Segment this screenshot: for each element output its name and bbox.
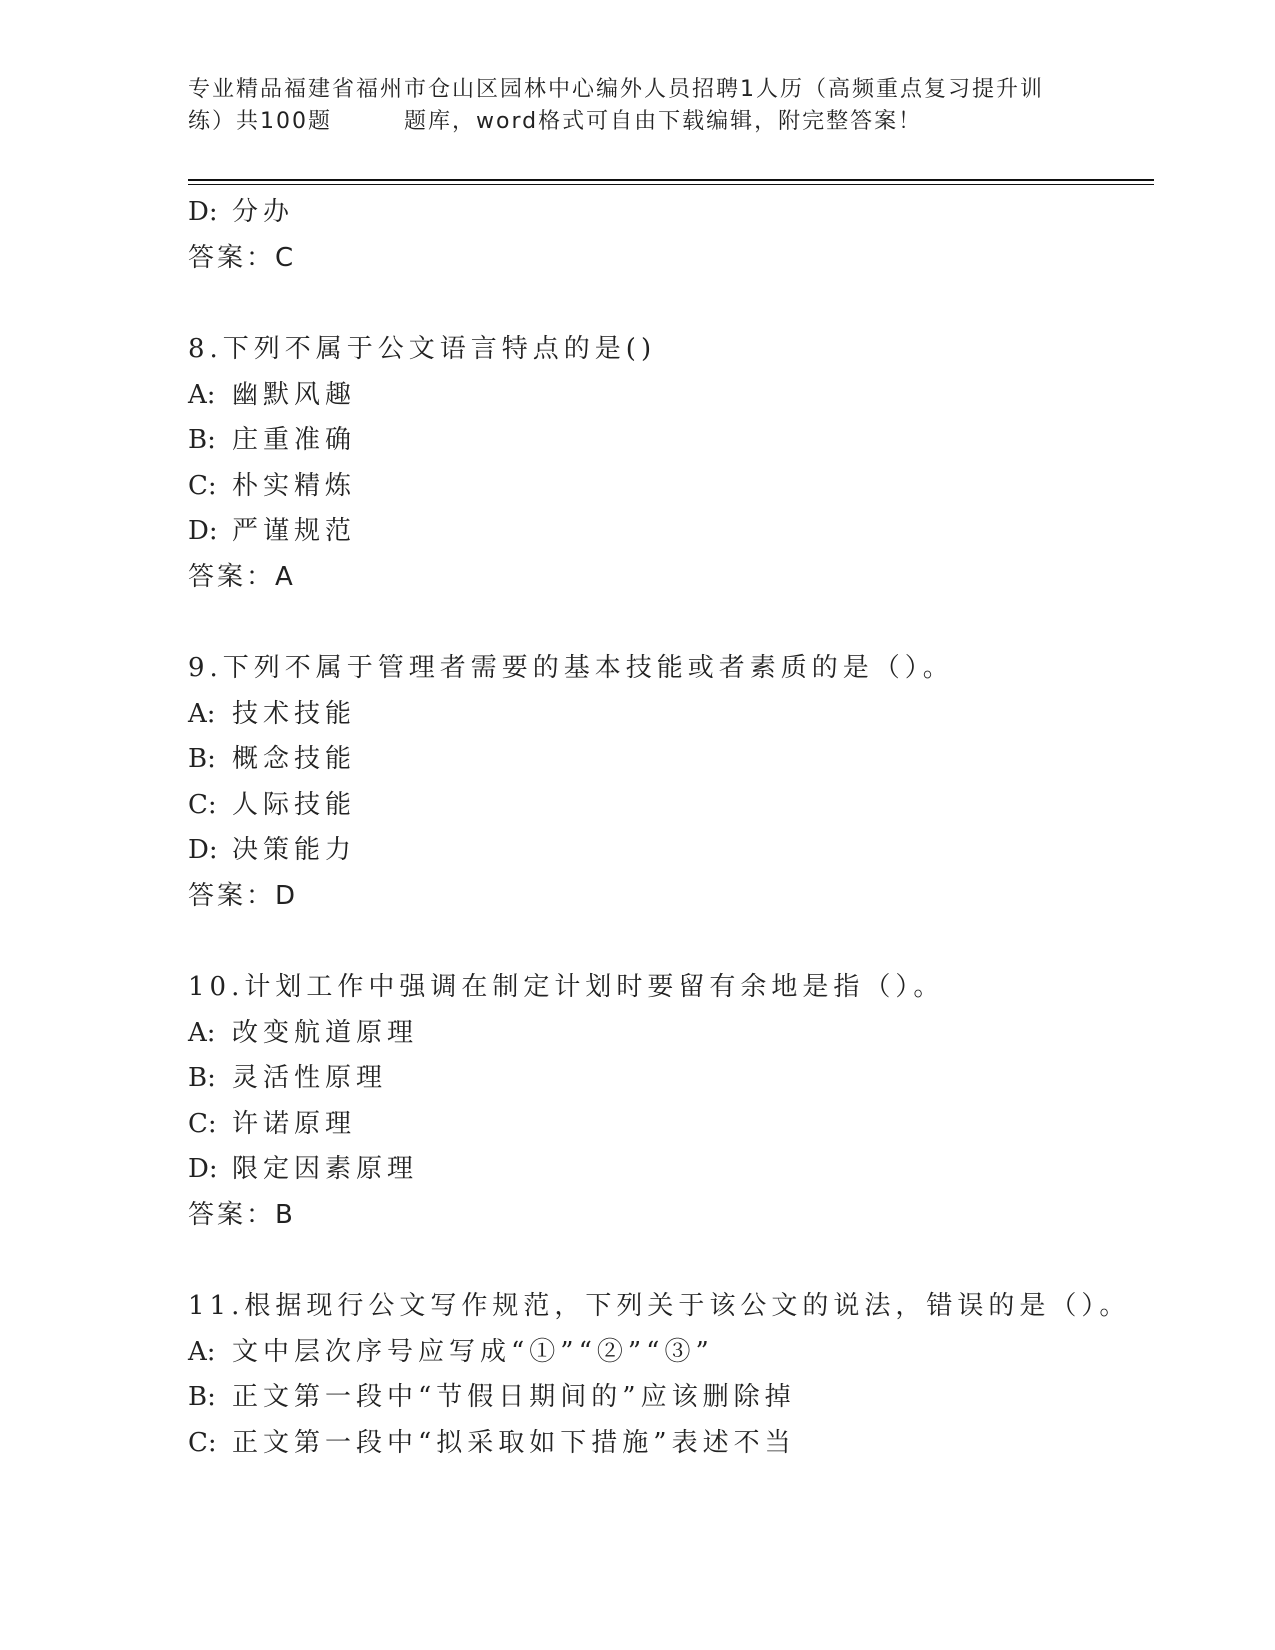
option-d: D: 决策能力: [188, 835, 357, 865]
option-b: B: 庄重准确: [188, 425, 357, 455]
option-b: B: 灵活性原理: [188, 1063, 388, 1093]
option-c: C: 朴实精炼: [188, 470, 357, 501]
answer-line: 答案：C: [188, 242, 297, 273]
option-a: A: 改变航道原理: [188, 1017, 419, 1048]
header-line-2-part-b: 题库，word格式可自由下载编辑，附完整答案！: [404, 109, 923, 134]
option-b: B: 概念技能: [188, 744, 357, 774]
option-c: C: 人际技能: [188, 789, 357, 820]
option-b: B: 正文第一段中“节假日期间的”应该删除掉: [188, 1382, 796, 1412]
answer-line: 答案：D: [188, 880, 299, 911]
option-a: A: 文中层次序号应写成“①”“②”“③”: [188, 1336, 714, 1367]
option-c: C: 许诺原理: [188, 1108, 357, 1139]
question-stem: 10.计划工作中强调在制定计划时要留有余地是指（）。: [188, 972, 945, 1002]
option-a: A: 幽默风趣: [188, 379, 357, 410]
document-header: [188, 74, 1088, 138]
answer-line: 答案：B: [188, 1199, 296, 1230]
question-stem: 11.根据现行公文写作规范，下列关于该公文的说法，错误的是（）。: [188, 1291, 1131, 1321]
option-d: D: 分办: [188, 197, 295, 227]
question-list: [188, 190, 1148, 1466]
header-divider-thin: [188, 184, 1154, 185]
question-stem: 9.下列不属于管理者需要的基本技能或者素质的是（）。: [188, 653, 954, 683]
header-divider-thick: [188, 179, 1154, 181]
header-line-1: 专业精品福建省福州市仓山区园林中心编外人员招聘1人历（高频重点复习提升训: [188, 77, 1044, 102]
header-line-2: [188, 106, 1088, 138]
answer-line: 答案：A: [188, 561, 296, 592]
option-a: A: 技术技能: [188, 698, 357, 729]
option-c: C: 正文第一段中“拟采取如下措施”表述不当: [188, 1427, 796, 1458]
option-d: D: 严谨规范: [188, 516, 357, 546]
header-line-2-part-a: 练）共100题: [188, 109, 332, 134]
option-d: D: 限定因素原理: [188, 1154, 419, 1184]
question-stem: 8.下列不属于公文语言特点的是(): [188, 334, 657, 364]
